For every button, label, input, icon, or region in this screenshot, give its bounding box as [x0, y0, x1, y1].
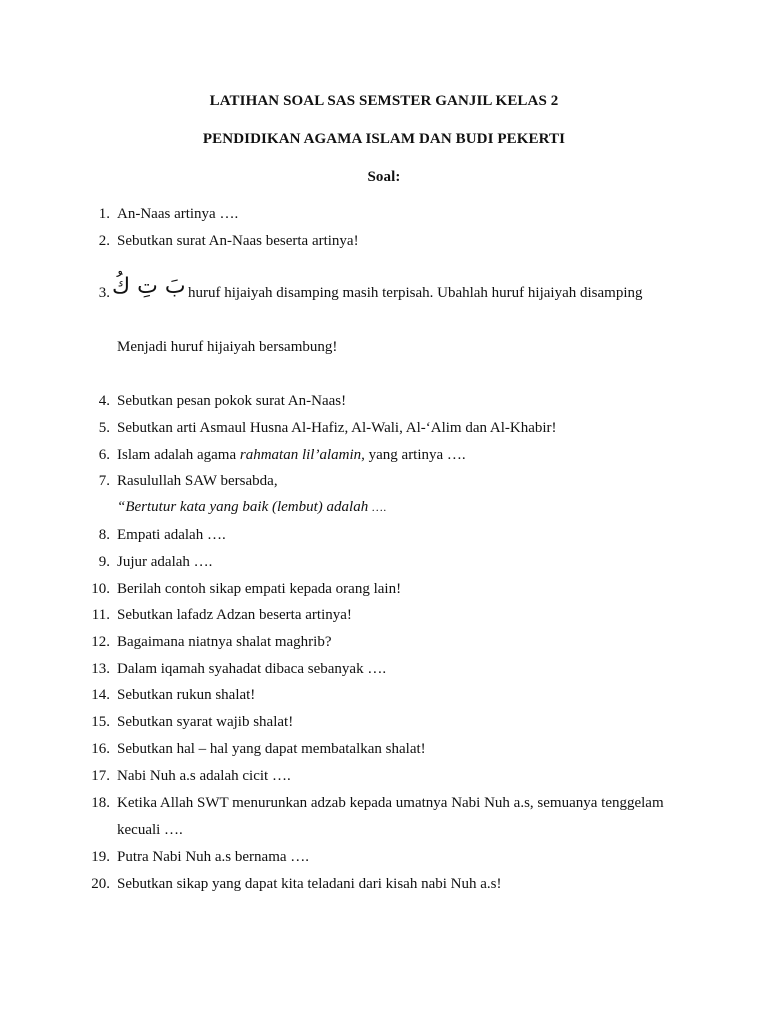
question-text: Putra Nabi Nuh a.s bernama …. — [117, 849, 310, 865]
question-text: An-Naas artinya …. — [117, 206, 239, 222]
hadith-quote — [117, 498, 386, 516]
question-number: 19. — [91, 849, 110, 865]
question-number: 13. — [91, 661, 110, 677]
question-text: Sebutkan surat An-Naas beserta artinya! — [117, 233, 359, 249]
question-text: Empati adalah …. — [117, 527, 226, 543]
question-text-part: Islam adalah agama — [117, 447, 240, 463]
question-number: 20. — [91, 876, 110, 892]
question-text: Rasulullah SAW bersabda, — [117, 473, 278, 489]
question-text: Sebutkan syarat wajib shalat! — [117, 714, 294, 730]
question-number: 10. — [91, 581, 110, 597]
document-title: LATIHAN SOAL SAS SEMSTER GANJIL KELAS 2 — [209, 93, 559, 109]
question-number: 8. — [98, 527, 110, 543]
question-number: 14. — [91, 687, 110, 703]
question-text: Sebutkan hal – hal yang dapat membatalkan shalat! — [117, 741, 426, 757]
question-number: 12. — [91, 634, 110, 650]
question-number: 5. — [98, 420, 110, 436]
question-number: 16. — [91, 741, 110, 757]
question-text: Sebutkan sikap yang dapat kita teladani dari kisah nabi Nuh a.s! — [117, 876, 502, 892]
quote-ellipsis: …. — [368, 500, 387, 514]
question-number: 18. — [91, 795, 110, 811]
question-text-line2: kecuali …. — [117, 822, 183, 838]
section-heading: Soal: — [367, 169, 401, 185]
question-number: 11. — [91, 607, 110, 623]
question-number: 15. — [91, 714, 110, 730]
question-number: 3. — [98, 285, 110, 301]
quote-text: “Bertutur kata yang baik (lembut) adalah — [117, 499, 369, 515]
question-number: 2. — [98, 233, 110, 249]
subject-title: PENDIDIKAN AGAMA ISLAM DAN BUDI PEKERTI — [202, 131, 566, 147]
question-text: Berilah contoh sikap empati kepada orang lain! — [117, 581, 402, 597]
question-number: 7. — [98, 473, 110, 489]
question-number: 6. — [98, 447, 110, 463]
question-text: Sebutkan rukun shalat! — [117, 687, 256, 703]
question-text: Ketika Allah SWT menurunkan adzab kepada umatnya Nabi Nuh a.s, semuanya tenggelam — [117, 795, 664, 811]
question-number: 9. — [98, 554, 110, 570]
question-number: 1. — [98, 206, 110, 222]
arabic-letters: بَ تِ كُ — [112, 274, 186, 299]
question-text: huruf hijaiyah disamping masih terpisah. Ubahlah huruf hijaiyah disamping — [188, 285, 643, 301]
question-text: Dalam iqamah syahadat dibaca sebanyak …. — [117, 661, 387, 677]
question-text: Sebutkan pesan pokok surat An-Naas! — [117, 393, 347, 409]
question-text: Jujur adalah …. — [117, 554, 213, 570]
italic-term: rahmatan lil’alamin, — [239, 447, 365, 463]
question-number: 17. — [91, 768, 110, 784]
question-text: Sebutkan lafadz Adzan beserta artinya! — [117, 607, 352, 623]
question-text: Sebutkan arti Asmaul Husna Al-Hafiz, Al-Wali, Al-‘Alim dan Al-Khabir! — [117, 420, 557, 436]
question-text-line2: Menjadi huruf hijaiyah bersambung! — [117, 339, 338, 355]
question-text: Nabi Nuh a.s adalah cicit …. — [117, 768, 291, 784]
question-number: 4. — [98, 393, 110, 409]
question-text — [117, 446, 466, 464]
question-text-part: yang artinya …. — [364, 447, 466, 463]
question-text: Bagaimana niatnya shalat maghrib? — [117, 634, 332, 650]
